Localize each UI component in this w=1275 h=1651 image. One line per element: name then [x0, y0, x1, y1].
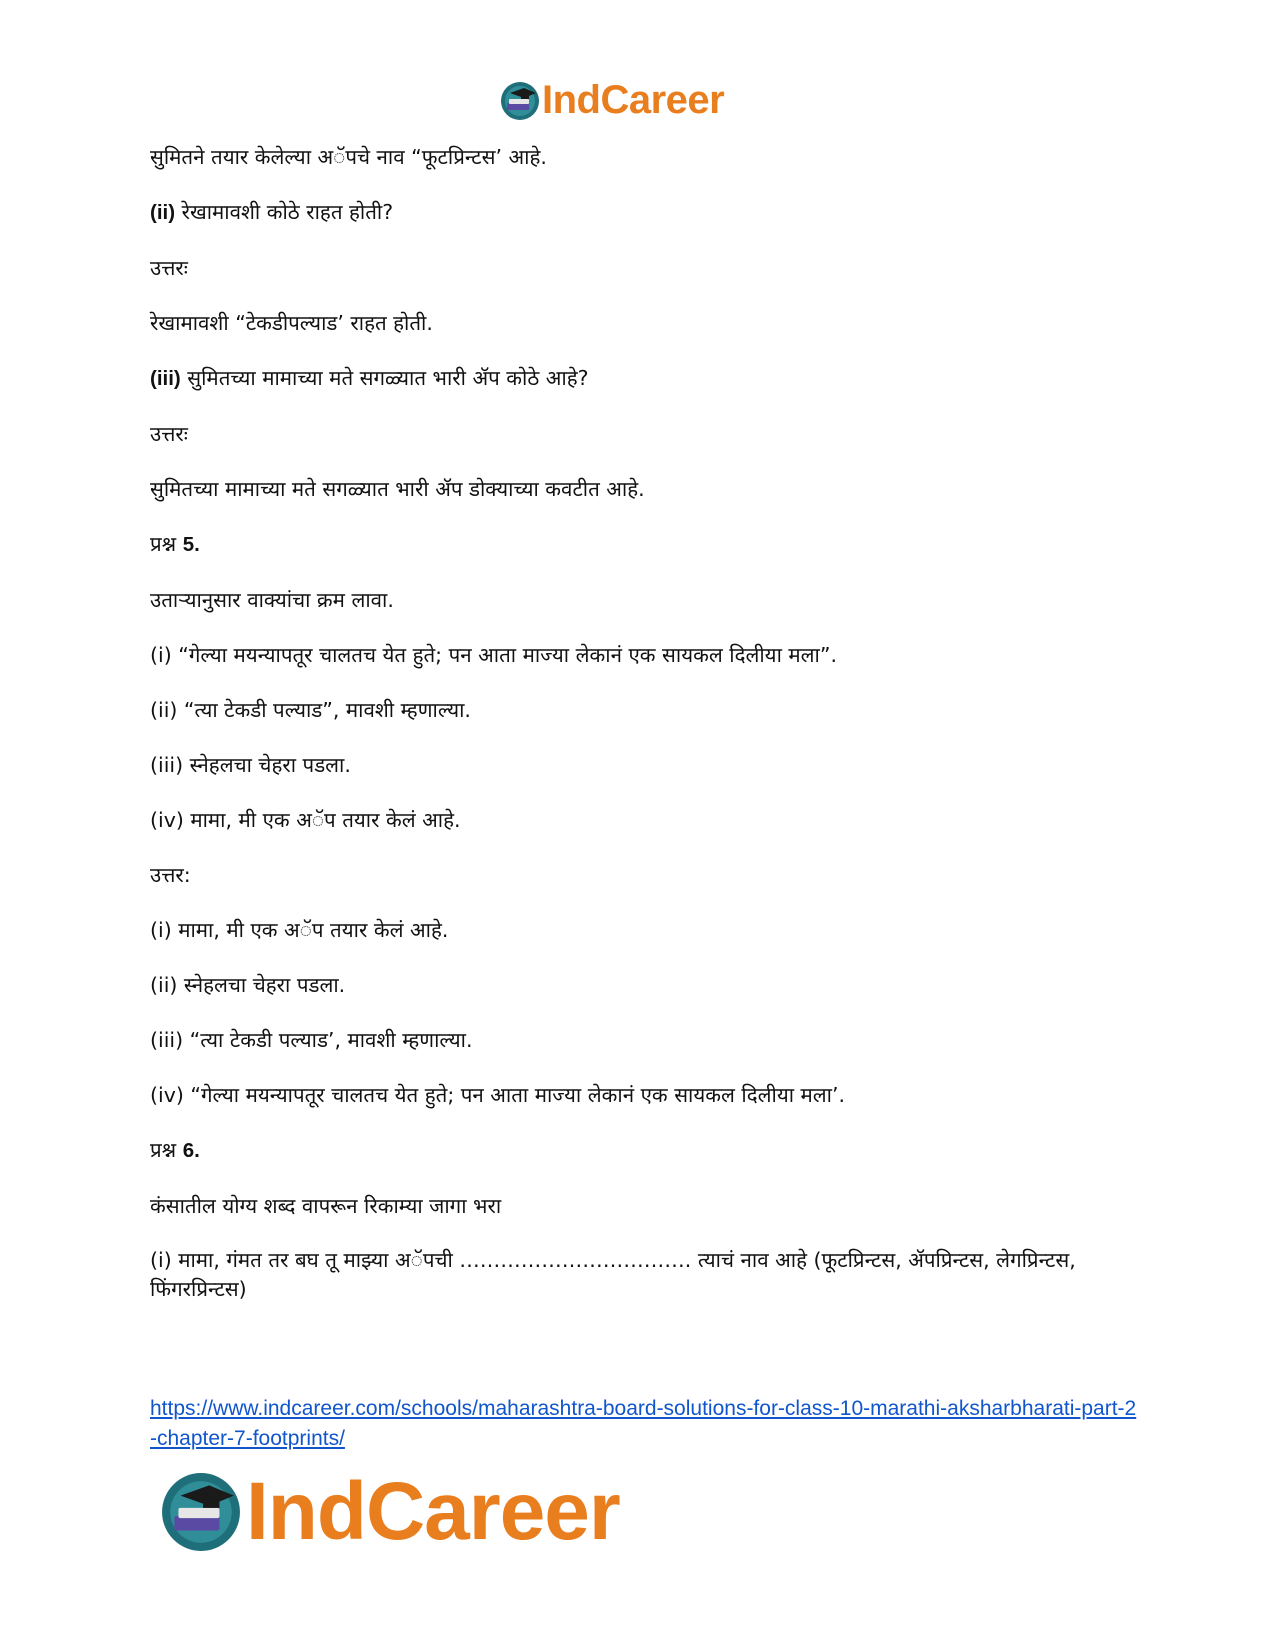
text-line [150, 640, 1130, 670]
text-line [150, 970, 1130, 1000]
text-line [150, 1135, 1130, 1166]
text-line [150, 197, 1130, 228]
line-text: (iii) “त्या टेकडी पल्याड’, मावशी म्हणाल्या. [150, 1028, 473, 1052]
text-line [150, 363, 1130, 394]
line-text: सुमितच्या मामाच्या मते सगळ्यात भारी ॲप डोक्याच्या कवटीत आहे. [150, 477, 645, 501]
text-line [150, 695, 1130, 725]
text-line [150, 585, 1130, 615]
line-text: (ii) “त्या टेकडी पल्याड”, मावशी म्हणाल्या. [150, 698, 471, 722]
brand-name-large: IndCareer [246, 1466, 620, 1557]
text-line [150, 474, 1130, 504]
line-text: प्रश्न [150, 1138, 183, 1162]
text-line [150, 1191, 1130, 1221]
text-line [150, 1025, 1130, 1055]
line-text: सुमितने तयार केलेल्या अॅपचे नाव “फूटप्रिन्टस’ आहे. [150, 145, 547, 169]
text-line [150, 1246, 1130, 1304]
line-text: (iv) मामा, मी एक अॅप तयार केलं आहे. [150, 808, 461, 832]
text-line [150, 750, 1130, 780]
line-text: (i) “गेल्या मयन्यापतूर चालतच येत हुते; पन आता माज्या लेकानं एक सायकल दिलीया मला”. [150, 643, 838, 667]
graduation-book-icon [500, 81, 540, 121]
item-number: (ii) [150, 201, 176, 224]
line-text: सुमितच्या मामाच्या मते सगळ्यात भारी ॲप कोठे आहे? [180, 366, 589, 390]
text-line [150, 1080, 1130, 1110]
line-text: उत्तरः [150, 256, 188, 280]
text-line [150, 529, 1130, 560]
brand-name: IndCareer [542, 78, 725, 122]
text-line [150, 805, 1130, 835]
graduation-book-icon [160, 1471, 242, 1553]
text-line [150, 308, 1130, 338]
line-text: (iii) स्नेहलचा चेहरा पडला. [150, 753, 351, 777]
text-line [150, 142, 1130, 172]
line-text: उताऱ्यानुसार वाक्यांचा क्रम लावा. [150, 588, 394, 612]
line-text: (iv) “गेल्या मयन्यापतूर चालतच येत हुते; पन आता माज्या लेकानं एक सायकल दिलीया मला’. [150, 1083, 846, 1107]
line-text: (i) मामा, गंमत तर बघ तू माझ्या अॅपची ……………………………. त्याचं नाव आहे (फूटप्रिन्टस, ॲपप्रिन्टस, लेगप्रिन्टस, फिंगरप्रिन्टस) [150, 1248, 1076, 1301]
source-url-link[interactable]: https://www.indcareer.com/schools/maharashtra-board-solutions-for-class-10-marathi-aksharbharati-part-2-chapter-7-footprints/ [150, 1397, 1137, 1450]
text-line [150, 860, 1130, 890]
line-text: (i) मामा, मी एक अॅप तयार केलं आहे. [150, 918, 449, 942]
line-text: रेखामावशी “टेकडीपल्याड’ राहत होती. [150, 311, 433, 335]
text-line [150, 419, 1130, 449]
line-text: (ii) स्नेहलचा चेहरा पडला. [150, 973, 346, 997]
text-line [150, 253, 1130, 283]
footer-logo [160, 1465, 620, 1559]
line-text: उत्तरः [150, 422, 188, 446]
item-number: (iii) [150, 367, 181, 390]
header-logo [500, 78, 724, 123]
document-body [150, 142, 1130, 1329]
text-line [150, 915, 1130, 945]
question-number: 5. [182, 533, 200, 556]
line-text: रेखामावशी कोठे राहत होती? [175, 200, 394, 224]
line-text: उत्तर: [150, 863, 191, 887]
question-number: 6. [182, 1139, 200, 1162]
line-text: कंसातील योग्य शब्द वापरून रिकाम्या जागा भरा [150, 1194, 502, 1218]
line-text: प्रश्न [150, 532, 183, 556]
